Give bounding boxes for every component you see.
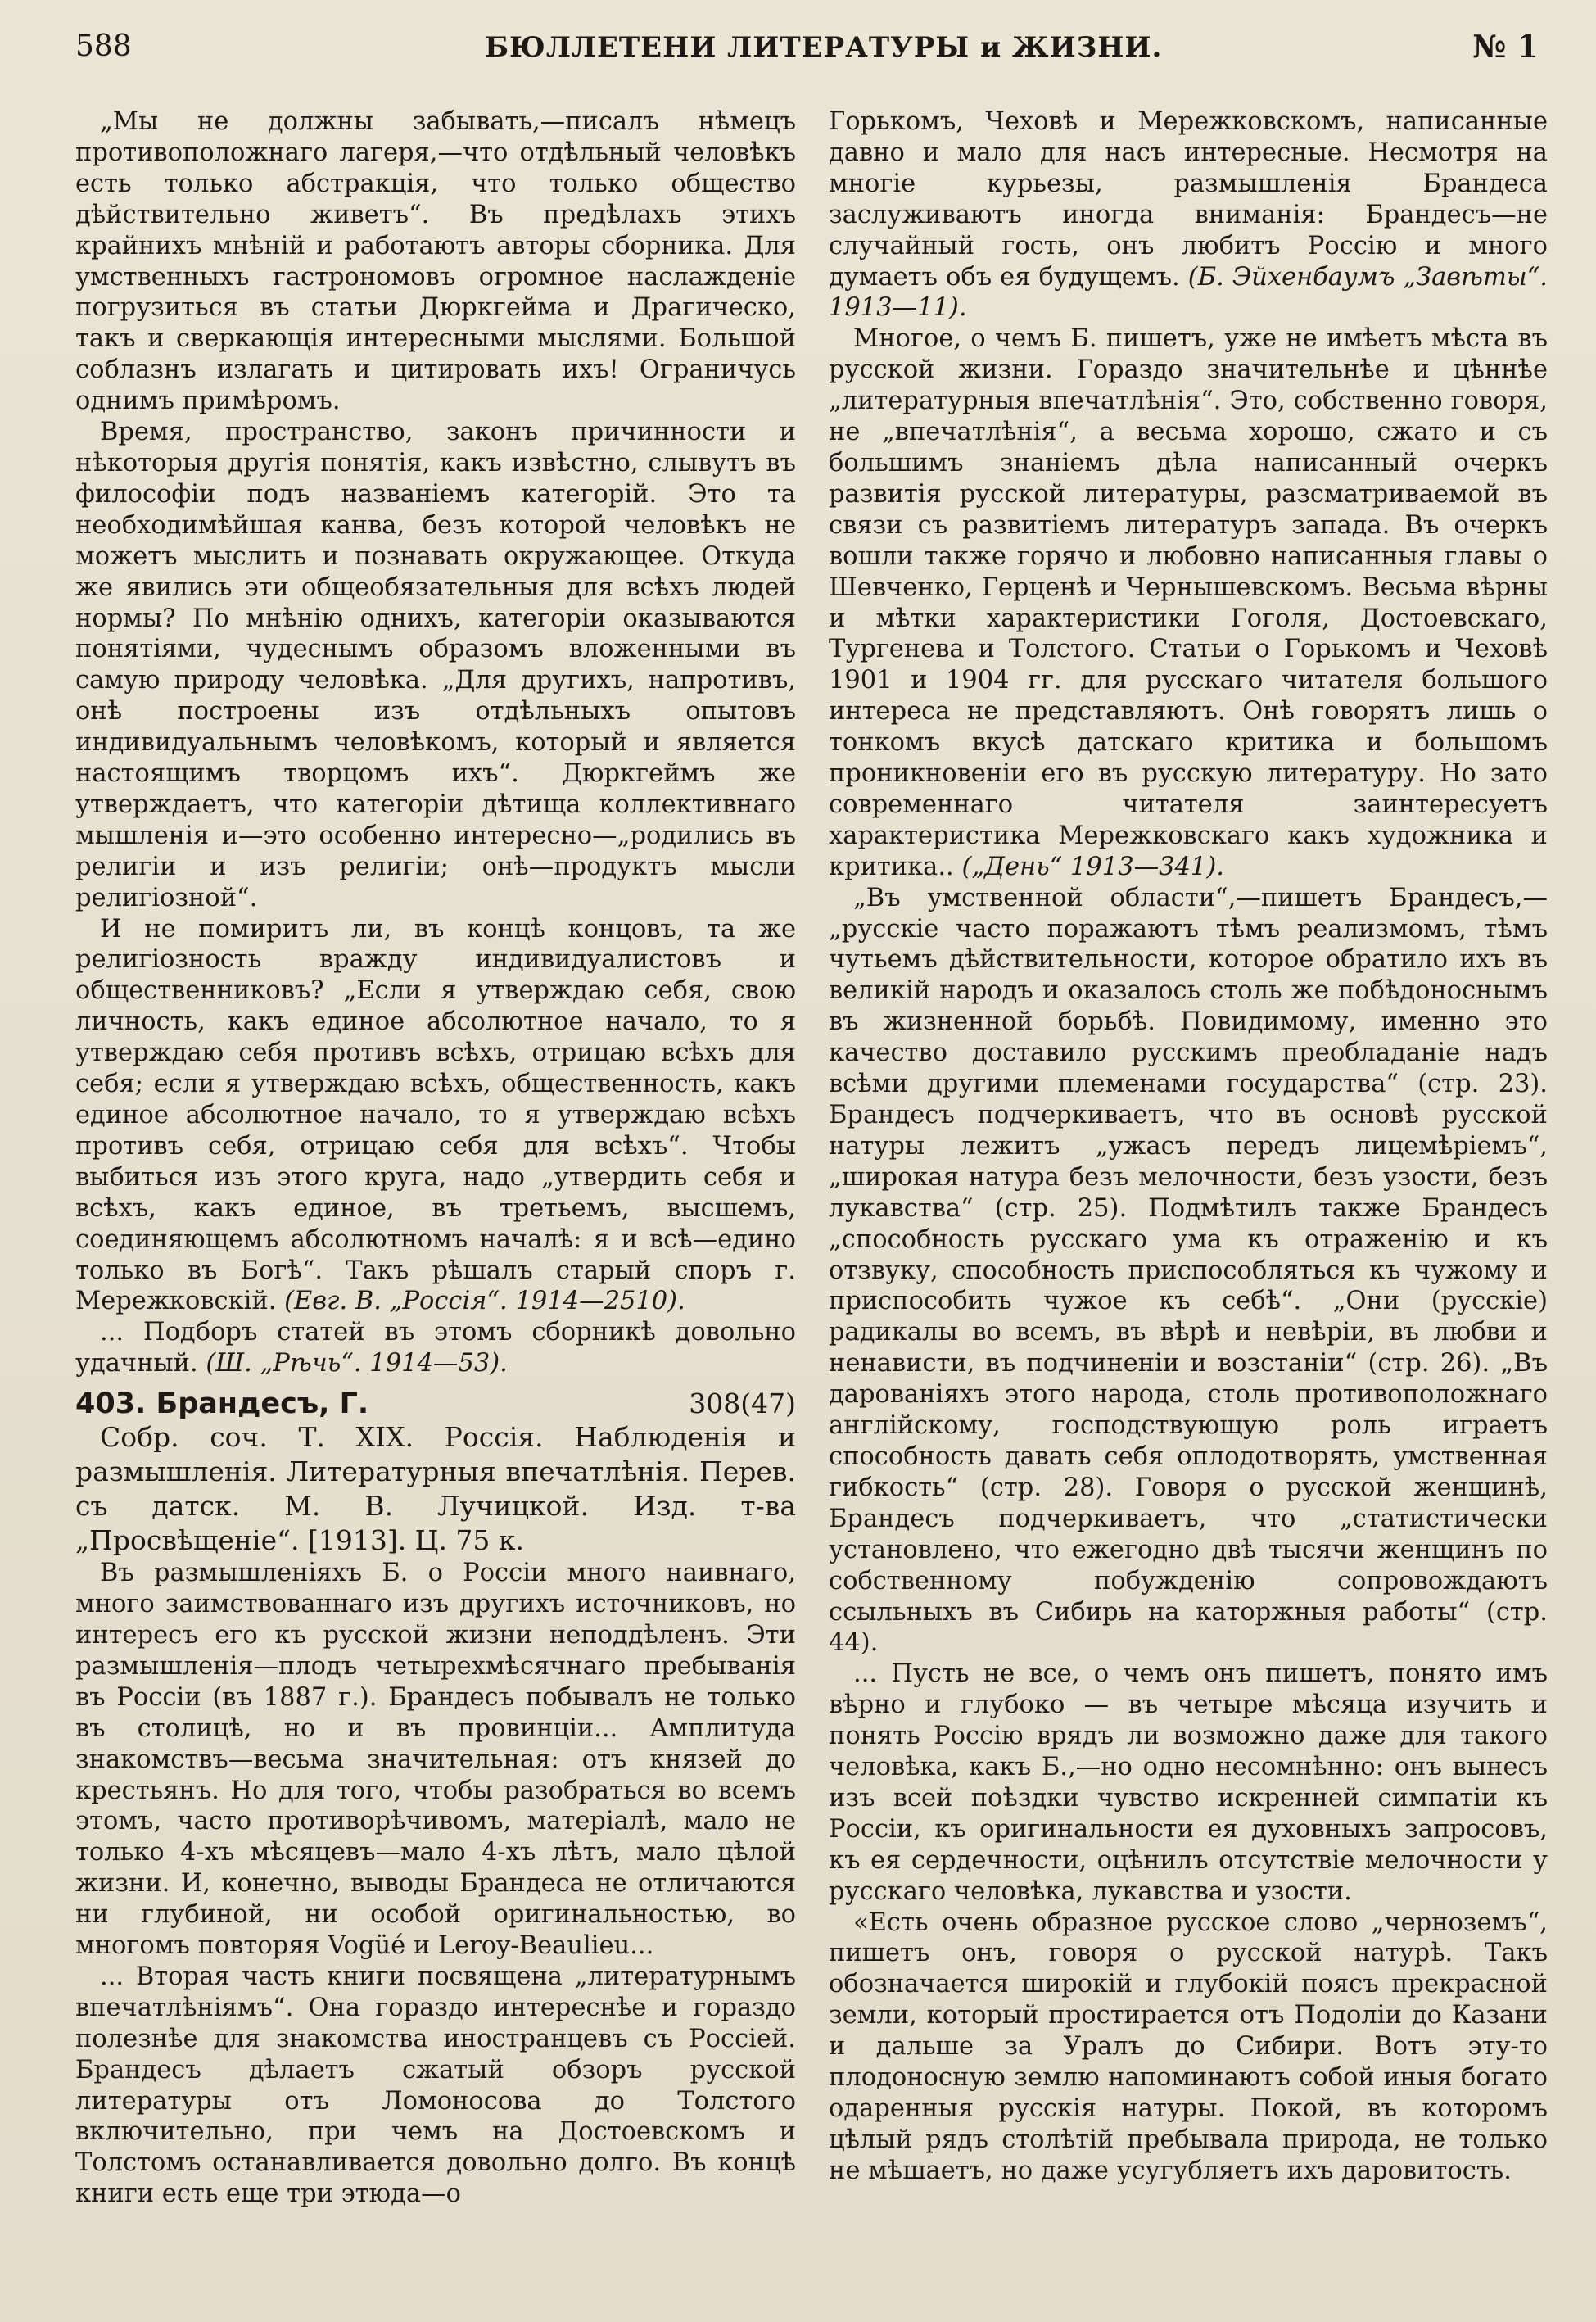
source-citation: (Б. Эйхенбаумъ „Завѣты“. 1913—11). xyxy=(829,262,1549,323)
paragraph-text: И не помиритъ ли, въ концѣ концовъ, та же религіозность вражду индивидуалистовъ и общественниковъ? „Если я утверждаю себя, свою личность, какъ единое абсолютное начало, то я утверждаю себя противъ всѣхъ, отрицаю всѣхъ для себя; если я утверждаю всѣхъ, общественность, какъ единое абсолютное начало, то я утверждаю всѣхъ противъ себя, отрицаю себя для всѣхъ“. Чтобы выбиться изъ этого круга, надо „утвердить себя и всѣхъ, какъ единое, въ третьемъ, высшемъ, соединяющемъ абсолютномъ началѣ: я и всѣ—едино только въ Богѣ“. Такъ рѣшалъ старый споръ г. Мережковскій. xyxy=(75,914,796,1316)
paragraph: «Есть очень образное русское слово „черноземъ“, пишетъ онъ, говоря о русской натурѣ. Такъ обозначается широкій и глубокій поясъ прекрасной земли, который простирается отъ Подоліи до Казани и дальше за Уралъ до Сибири. Вотъ эту-то плодоносную землю напоминаютъ собой иныя богато одаренныя русскія натуры. Покой, въ которомъ цѣлый рядъ столѣтій пребывала природа, не только не мѣшаетъ, но даже усугубляетъ ихъ даровитость. xyxy=(829,1908,1548,2185)
paragraph xyxy=(829,106,1548,324)
paragraph xyxy=(75,914,796,1318)
entry-description: Собр. соч. Т. XIX. Россія. Наблюденія и размышленія. Литературныя впечатлѣнія. Перев. съ датск. М. В. Лучицкой. Изд. т-ва „Просвѣщеніе“. [1913]. Ц. 75 к. xyxy=(75,1421,796,1557)
entry-classification: 308(47) xyxy=(689,1387,796,1420)
source-citation: („День“ 1913—341). xyxy=(961,852,1224,881)
page-number: 588 xyxy=(75,29,132,63)
paragraph: ... Пусть не все, о чемъ онъ пишетъ, понято имъ вѣрно и глубоко — въ четыре мѣсяца изучить и понять Россію врядъ ли возможно даже для такого человѣка, какъ Б.,—но одно несомнѣнно: онъ вынесъ изъ всей поѣздки чувство искренней симпатіи къ Россіи, къ оригинальности ея духовныхъ запросовъ, къ ея сердечности, оцѣнилъ отсутствіе мелочности у русскаго человѣка, лукавства и узости. xyxy=(829,1659,1548,1906)
left-column xyxy=(75,106,796,2210)
entry-title: 403. Брандесъ, Г. xyxy=(75,1387,369,1421)
source-citation: (Евг. В. „Россія“. 1914—2510). xyxy=(284,1287,685,1316)
issue-number: № 1 xyxy=(1472,28,1539,65)
paragraph xyxy=(829,324,1548,882)
right-column xyxy=(829,106,1548,2187)
paragraph-text: Многое, о чемъ Б. пишетъ, уже не имѣетъ мѣста въ русской жизни. Гораздо значительнѣе и цѣннѣе „литературныя впечатлѣнія“. Это, собственно говоря, не „впечатлѣнія“, а весьма хорошо, сжато и съ большимъ знаніемъ дѣла написанный очеркъ развитія русской литературы, разсматриваемой въ связи съ развитіемъ литературъ запада. Въ очеркъ вошли также горячо и любовно написанныя главы о Шевченко, Герценѣ и Чернышевскомъ. Весьма вѣрны и мѣтки характеристики Гоголя, Достоевскаго, Тургенева и Толстого. Статьи о Горькомъ и Чеховѣ 1901 и 1904 гг. для русскаго читателя большого интереса не представляютъ. Онѣ говорятъ лишь о тонкомъ вкусѣ датскаго критика и большомъ проникновеніи его въ русскую литературу. Но зато современнаго читателя заинтересуетъ характеристика Мережковскаго какъ художника и критика.. xyxy=(829,324,1548,881)
paragraph: ... Вторая часть книги посвящена „литературнымъ впечатлѣніямъ“. Она гораздо интереснѣе и гораздо полезнѣе для знакомства иностранцевъ съ Россіей. Брандесъ дѣлаетъ сжатый обзоръ русской литературы отъ Ломоносова до Толстого включительно, при чемъ на Достоевскомъ и Толстомъ останавливается довольно долго. Въ концѣ книги есть еще три этюда—о xyxy=(75,1962,796,2209)
paragraph: „Мы не должны забывать,—писалъ нѣмецъ противоположнаго лагеря,—что отдѣльный человѣкъ есть только абстракція, что только общество дѣйствительно живетъ“. Въ предѣлахъ этихъ крайнихъ мнѣній и работаютъ авторы сборника. Для умственныхъ гастрономовъ огромное наслажденіе погрузиться въ статьи Дюркгейма и Драгическо, такъ и сверкающія интересными мыслями. Большой соблазнъ излагать и цитировать ихъ! Ограничусь однимъ примѣромъ. xyxy=(75,107,796,416)
paragraph: Въ размышленіяхъ Б. о Россіи много наивнаго, много заимствованнаго изъ другихъ источниковъ, но интересъ его къ русской жизни неподдѣленъ. Эти размышленія—плодъ четырехмѣсячнаго пребыванія въ Россіи (въ 1887 г.). Брандесъ побывалъ не только въ столицѣ, но и въ провинціи... Амплитуда знакомствъ—весьма значительная: отъ князей до крестьянъ. Но для того, чтобы разобраться во всемъ этомъ, часто противорѣчивомъ, матеріалѣ, мало не только 4-хъ мѣсяцевъ—мало 4-хъ лѣтъ, мало цѣлой жизни. И, конечно, выводы Брандеса не отличаются ни глубиной, ни особой оригинальностью, во многомъ повторяя Vogüé и Leroy-Beaulieu... xyxy=(75,1559,796,1961)
source-citation: (Ш. „Рѣчь“. 1914—53). xyxy=(206,1349,508,1378)
page-header xyxy=(75,25,1539,74)
entry-heading xyxy=(75,1387,796,1420)
paragraph-text: Время, пространство, законъ причинности и нѣкоторыя другія понятія, какъ извѣстно, слывутъ въ философіи подъ названіемъ категорій. Это та необходимѣйшая канва, безъ которой человѣкъ не можетъ мыслить и познавать окружающее. Откуда же явились эти общеобязательныя для всѣхъ людей нормы? По мнѣнію однихъ, категоріи оказываются понятіями, чудеснымъ образомъ вложенными въ самую природу человѣка. „Для другихъ, напротивъ, онѣ построены изъ отдѣльныхъ опытовъ индивидуальнымъ человѣкомъ, который и является настоящимъ творцомъ ихъ“. Дюркгеймъ же утверждаетъ, что категоріи дѣтища коллективнаго мышленія и—это особенно интересно—„родились въ религіи и изъ религіи; онѣ—продуктъ мысли религіозной“. xyxy=(75,418,796,912)
paragraph: „Въ умственной области“,—пишетъ Брандесъ,—„русскіе часто поражаютъ тѣмъ реализмомъ, тѣмъ чутьемъ дѣйствительности, которое обратило ихъ въ великій народъ и оказалось столь же побѣдоноснымъ въ жизненной борьбѣ. Повидимому, именно это качество доставило русскимъ преобладаніе надъ всѣми другими племенами государства“ (стр. 23). Брандесъ подчеркиваетъ, что въ основѣ русской натуры лежитъ „ужасъ передъ лицемѣріемъ“, „широкая натура безъ мелочности, безъ узости, безъ лукавства“ (стр. 25). Подмѣтилъ также Брандесъ „способность русскаго ума къ отраженію и къ отзвуку, способность приспособляться къ чужому и приспособить чужое къ себѣ“. „Они (русскіе) радикалы во всемъ, въ вѣрѣ и невѣріи, въ любви и ненависти, въ подчиненіи и возстаніи“ (стр. 26). „Въ дарованіяхъ этого народа, столь противоположнаго англійскому, господствующую роль играетъ способность давать себя оплодотворять, умственная гибкость“ (стр. 28). Говоря о русской женщинѣ, Брандесъ подчеркиваетъ, что „статистически установлено, что ежегодно двѣ тысячи женщинъ по собственному побужденію сопровождаютъ ссыльныхъ въ Сибирь на каторжныя работы“ (стр. 44). xyxy=(829,883,1548,1658)
paragraph-text: ... Подборъ статей въ этомъ сборникѣ довольно удачный. xyxy=(75,1318,796,1378)
paragraph xyxy=(75,417,796,914)
paragraph-text: Горькомъ, Чеховѣ и Мережковскомъ, написанные давно и мало для насъ интересные. Несмотря на многіе курьезы, размышленія Брандеса заслуживаютъ иногда вниманія: Брандесъ—не случайный гость, онъ любитъ Россію и много думаетъ объ ея будущемъ. xyxy=(829,107,1548,292)
running-title: БЮЛЛЕТЕНИ ЛИТЕРАТУРЫ и ЖИЗНИ. xyxy=(485,31,1163,64)
paragraph xyxy=(75,1317,796,1379)
